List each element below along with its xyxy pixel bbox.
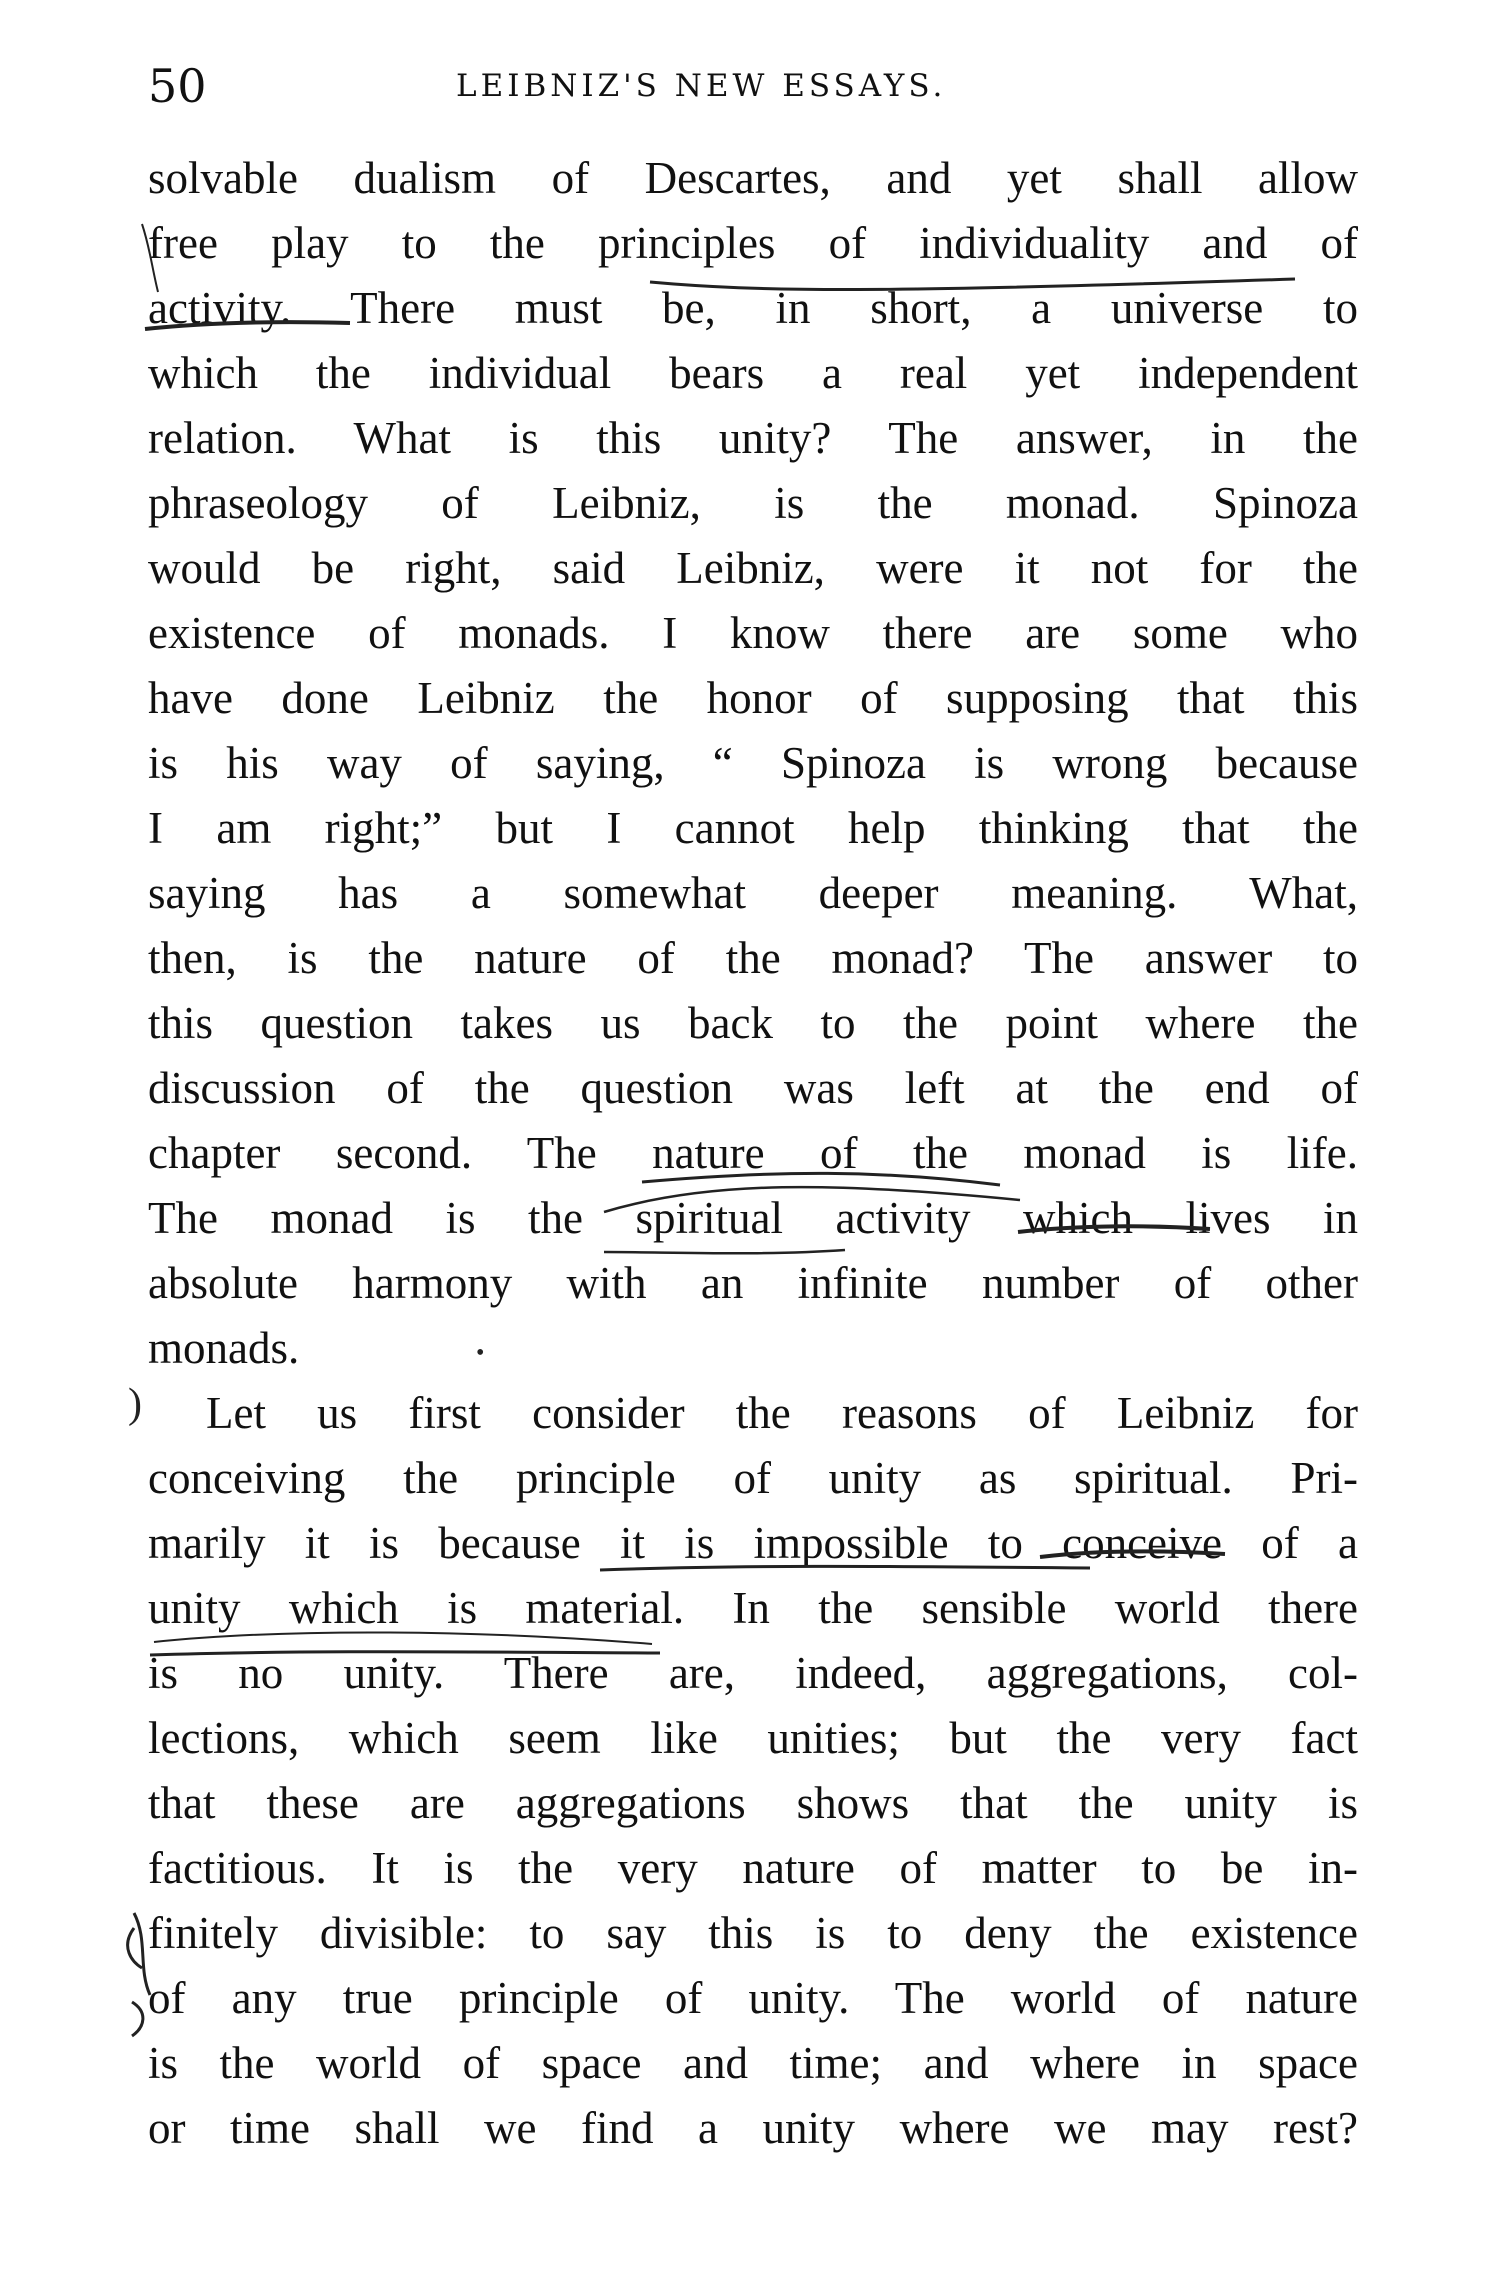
page-number: 50 [148,59,207,113]
text-line-7: would be right, said Leibniz, were it not for the [148,543,1358,593]
text-line-14: this question takes us back to the point where the [148,998,1358,1048]
brace-infinitely [128,1913,150,1995]
text-line-25: lections, which seem like unities; but the very fact [148,1713,1358,1763]
text-line-10: is his way of saying, “ Spinoza is wrong because [148,738,1358,788]
paragraph-mark: ) [128,1381,142,1427]
text-line-27: factitious. It is the very nature of matter to be in- [148,1843,1358,1893]
text-line-6: phraseology of Leibniz, is the monad. Spinoza [148,478,1358,528]
text-line-20: Let us first consider the reasons of Leibniz for [206,1388,1358,1438]
brace-any-true [132,2002,143,2036]
text-line-9: have done Leibniz the honor of supposing that this [148,673,1358,723]
running-head: LEIBNIZ'S NEW ESSAYS. [456,68,947,104]
small-dot-mark: • [476,1340,485,1366]
text-line-11: I am right;” but I cannot help thinking that the [148,803,1358,853]
text-line-23: unity which is material. In the sensible world there [148,1583,1358,1633]
text-line-2: free play to the principles of individuality and of [148,218,1358,268]
text-line-13: then, is the nature of the monad? The answer to [148,933,1358,983]
text-line-30: is the world of space and time; and where in space [148,2038,1358,2088]
text-line-24: is no unity. There are, indeed, aggregations, col- [148,1648,1358,1698]
text-line-16: chapter second. The nature of the monad is life. [148,1128,1358,1178]
text-line-18: absolute harmony with an infinite number of other [148,1258,1358,1308]
text-line-15: discussion of the question was left at the end of [148,1063,1358,1113]
page-header [148,54,1358,118]
text-line-12: saying has a somewhat deeper meaning. What, [148,868,1358,918]
text-line-31: or time shall we find a unity where we may rest? [148,2103,1358,2153]
text-line-28: finitely divisible: to say this is to deny the existence [148,1908,1358,1958]
text-line-22: marily it is because it is impossible to conceive of a [148,1518,1358,1568]
text-line-5: relation. What is this unity? The answer, in the [148,413,1358,463]
text-line-8: existence of monads. I know there are some who [148,608,1358,658]
text-line-29: of any true principle of unity. The world of nature [148,1973,1358,2023]
text-line-21: conceiving the principle of unity as spiritual. Pri- [148,1453,1358,1503]
text-line-19: monads. [148,1323,300,1373]
text-line-1: solvable dualism of Descartes, and yet shall allow [148,153,1358,203]
text-line-17: The monad is the spiritual activity which lives in [148,1193,1358,1243]
body-text [148,146,1358,2161]
text-line-26: that these are aggregations shows that the unity is [148,1778,1358,1828]
text-line-4: which the individual bears a real yet independent [148,348,1358,398]
text-line-3: activity. There must be, in short, a universe to [148,283,1358,333]
